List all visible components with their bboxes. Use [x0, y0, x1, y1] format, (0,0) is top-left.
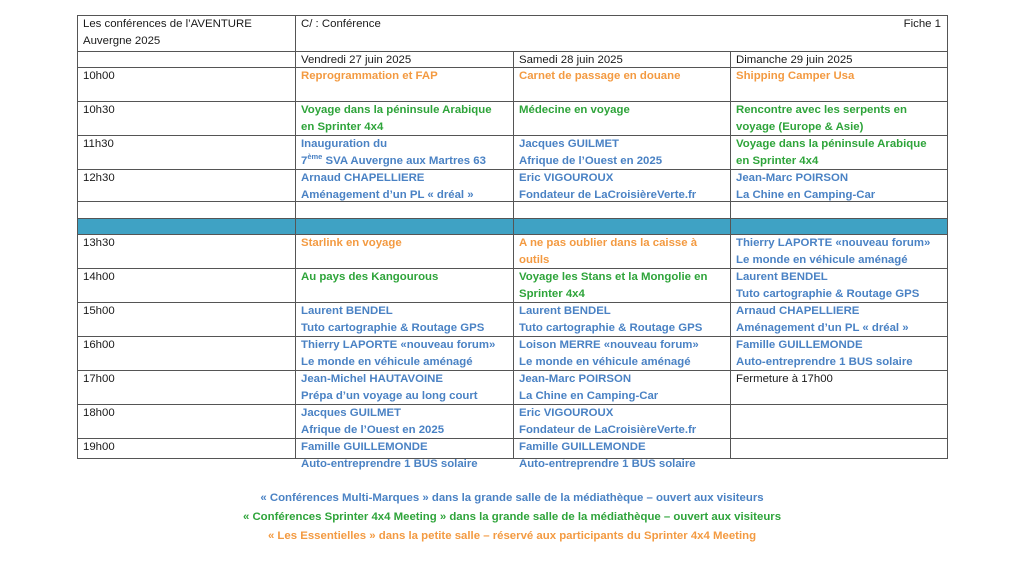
time-slot: 18h00	[83, 407, 115, 419]
time-slot: 17h00	[83, 373, 115, 385]
session-cell	[730, 336, 947, 371]
session-line-primary: Famille GUILLEMONDE	[736, 339, 863, 351]
session-line-primary: Shipping Camper Usa	[736, 70, 855, 82]
session-line-primary: Jacques GUILMET	[301, 407, 402, 419]
session-cell	[295, 101, 513, 136]
superscript: ème	[307, 152, 323, 162]
session-line-secondary: Sprinter 4x4	[519, 288, 585, 300]
session-line-secondary: Aménagement d’un PL « dréal »	[301, 189, 474, 201]
time-slot: 11h30	[83, 138, 114, 150]
session-line-secondary: Auto-entreprendre 1 BUS solaire	[301, 458, 478, 470]
session-line-secondary: Le monde en véhicule aménagé	[519, 356, 691, 368]
session-line-secondary: Auto-entreprendre 1 BUS solaire	[519, 458, 696, 470]
session-cell	[513, 135, 730, 170]
session-line-secondary: Afrique de l’Ouest en 2025	[519, 155, 663, 167]
session-line-secondary: La Chine en Camping-Car	[736, 189, 876, 201]
session-cell	[513, 268, 730, 303]
time-slot: 13h30	[83, 237, 115, 249]
session-cell	[730, 101, 947, 136]
session-line-primary: Voyage les Stans et la Mongolie en	[519, 271, 708, 283]
session-line-secondary: en Sprinter 4x4	[301, 121, 384, 133]
session-line-secondary: Le monde en véhicule aménagé	[736, 254, 908, 266]
session-cell	[513, 101, 730, 119]
session-cell	[730, 370, 947, 388]
day-header: Dimanche 29 juin 2025	[736, 54, 853, 66]
time-slot: 10h30	[83, 104, 115, 116]
time-slot: 15h00	[83, 305, 115, 317]
session-line-primary: Arnaud CHAPELLIERE	[301, 172, 425, 184]
session-cell	[295, 336, 513, 371]
session-cell	[295, 370, 513, 405]
legend-line-blue: « Conférences Multi-Marques » dans la grande salle de la médiathèque – ouvert aux visiteurs	[260, 492, 764, 504]
session-line-primary: Inauguration du	[301, 138, 388, 150]
session-line-primary: Thierry LAPORTE «nouveau forum»	[301, 339, 496, 351]
time-slot: 14h00	[83, 271, 115, 283]
legend-line-green: « Conférences Sprinter 4x4 Meeting » dans la grande salle de la médiathèque – ouvert aux visiteurs	[242, 511, 782, 523]
header-title-line1: Les conférences de l’AVENTURE	[83, 18, 252, 30]
session-line-primary: Eric VIGOUROUX	[519, 172, 614, 184]
time-slot: 19h00	[83, 441, 115, 453]
border-right	[947, 15, 948, 459]
header-location: C/ : Conférence	[301, 18, 381, 30]
header-title-line2: Auvergne 2025	[83, 35, 161, 47]
day-header: Samedi 28 juin 2025	[519, 54, 623, 66]
session-line-primary: Loison MERRE «nouveau forum»	[519, 339, 699, 351]
row-divider	[77, 15, 947, 16]
session-line-primary: A ne pas oublier dans la caisse à	[519, 237, 698, 249]
session-cell	[730, 268, 947, 303]
session-line-secondary: Afrique de l’Ouest en 2025	[301, 424, 445, 436]
session-cell	[730, 404, 947, 405]
session-line-secondary: outils	[519, 254, 550, 266]
session-line-primary: Reprogrammation et FAP	[301, 70, 438, 82]
session-line-primary: Médecine en voyage	[519, 104, 630, 116]
session-line-primary: Carnet de passage en douane	[519, 70, 681, 82]
session-cell	[295, 135, 513, 170]
session-line-primary: Fermeture à 17h00	[736, 373, 833, 385]
session-cell	[295, 67, 513, 85]
session-cell	[513, 404, 730, 439]
session-line-primary: Voyage dans la péninsule Arabique	[301, 104, 492, 116]
header-title	[77, 15, 295, 50]
session-cell	[295, 169, 513, 204]
session-line-secondary: Tuto cartographie & Routage GPS	[519, 322, 703, 334]
session-cell	[730, 438, 947, 439]
session-cell	[730, 135, 947, 170]
session-line-primary: Starlink en voyage	[301, 237, 402, 249]
session-cell	[513, 336, 730, 371]
session-line-primary: Jean-Marc POIRSON	[519, 373, 632, 385]
session-cell	[730, 302, 947, 337]
session-cell	[730, 234, 947, 269]
schedule-table	[77, 15, 947, 470]
session-cell	[295, 234, 513, 252]
session-line-secondary: voyage (Europe & Asie)	[736, 121, 864, 133]
session-line-secondary: La Chine en Camping-Car	[519, 390, 659, 402]
session-cell	[295, 268, 513, 286]
session-line-primary: Laurent BENDEL	[519, 305, 611, 317]
session-line-primary: Au pays des Kangourous	[301, 271, 439, 283]
session-cell	[513, 302, 730, 337]
session-line-primary: Rencontre avec les serpents en	[736, 104, 907, 116]
session-line-primary: Jacques GUILMET	[519, 138, 620, 150]
session-cell	[730, 169, 947, 204]
session-line-secondary: Fondateur de LaCroisièreVerte.fr	[519, 424, 697, 436]
session-line-secondary: Auto-entreprendre 1 BUS solaire	[736, 356, 913, 368]
session-line-primary: Eric VIGOUROUX	[519, 407, 614, 419]
session-cell	[513, 234, 730, 269]
session-cell	[513, 67, 730, 85]
session-line-primary: Famille GUILLEMONDE	[519, 441, 646, 453]
session-line-primary: Thierry LAPORTE «nouveau forum»	[736, 237, 931, 249]
header-sheet: Fiche 1	[903, 18, 941, 30]
session-cell	[730, 67, 947, 85]
legend-line-orange: « Les Essentielles » dans la petite salle – réservé aux participants du Sprinter 4x4 Meeting	[267, 530, 757, 542]
day-header: Vendredi 27 juin 2025	[301, 54, 412, 66]
lunch-break-band	[77, 218, 947, 234]
session-line-secondary: 7ème SVA Auvergne aux Martres 63	[301, 152, 486, 167]
time-slot: 12h30	[83, 172, 115, 184]
session-line-primary: Jean-Michel HAUTAVOINE	[301, 373, 443, 385]
session-line-secondary: Prépa d’un voyage au long court	[301, 390, 478, 402]
session-line-secondary: Aménagement d’un PL « dréal »	[736, 322, 909, 334]
session-line-primary: Voyage dans la péninsule Arabique	[736, 138, 927, 150]
session-line-primary: Laurent BENDEL	[301, 305, 393, 317]
time-slot: 10h00	[83, 70, 115, 82]
session-cell	[295, 438, 513, 473]
session-line-secondary: Tuto cartographie & Routage GPS	[736, 288, 920, 300]
session-line-primary: Famille GUILLEMONDE	[301, 441, 428, 453]
session-line-secondary: Fondateur de LaCroisièreVerte.fr	[519, 189, 697, 201]
session-line-primary: Laurent BENDEL	[736, 271, 828, 283]
session-line-secondary: Le monde en véhicule aménagé	[301, 356, 473, 368]
session-cell	[513, 438, 730, 473]
legend	[0, 489, 1024, 546]
session-cell	[295, 302, 513, 337]
session-cell	[295, 404, 513, 439]
session-line-secondary: en Sprinter 4x4	[736, 155, 819, 167]
session-line-primary: Jean-Marc POIRSON	[736, 172, 849, 184]
row-divider	[77, 218, 947, 219]
session-cell	[513, 370, 730, 405]
session-line-secondary: Tuto cartographie & Routage GPS	[301, 322, 485, 334]
session-cell	[513, 169, 730, 204]
time-slot: 16h00	[83, 339, 115, 351]
session-line-primary: Arnaud CHAPELLIERE	[736, 305, 860, 317]
